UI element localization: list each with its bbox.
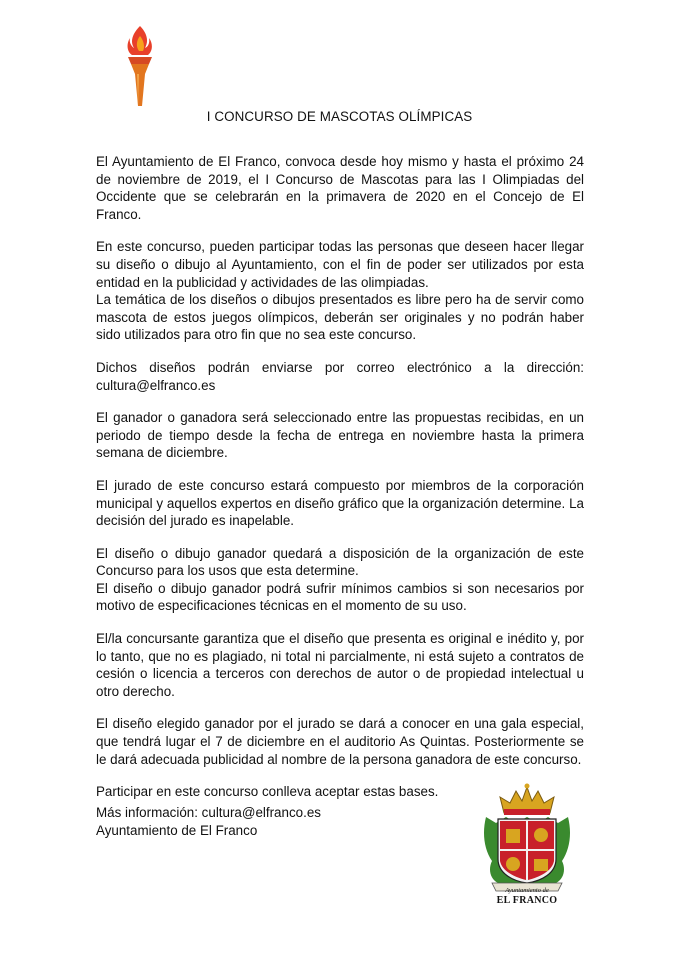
paragraph-gala: El diseño elegido ganador por el jurado se dará a conocer en una gala especial, que tendrá lugar el 7 de diciembre en el auditorio As Quintas. Posteriormente se le dará adecuada publicidad al nombre de la persona ganadora de este concurso. xyxy=(96,716,584,767)
paragraph-jury: El jurado de este concurso estará compuesto por miembros de la corporación municipal y aquellos expertos en diseño gráfico que la organización determine. La decisión del jurado es inapelable. xyxy=(96,477,584,529)
paragraph-selection: El ganador o ganadora será seleccionado entre las propuestas recibidas, en un periodo de tiempo desde la fecha de entrega en noviembre hasta la primera semana de diciembre. xyxy=(96,410,584,461)
document-title: I CONCURSO DE MASCOTAS OLÍMPICAS xyxy=(206,109,473,124)
crest-caption xyxy=(470,887,584,907)
crest-caption-name: EL FRANCO xyxy=(496,895,558,906)
paragraph-submission: Dichos diseños podrán enviarse por correo electrónico a la dirección: cultura@elfranco.es xyxy=(96,359,584,393)
contact-info xyxy=(96,804,321,840)
document-body xyxy=(96,153,584,816)
paragraph-theme: La temática de los diseños o dibujos presentados es libre pero ha de servir como mascota de estos juegos olímpicos, deberán ser originales y no podrán haber sido utilizados para otro fin que no sea este concurso. xyxy=(96,292,584,343)
paragraph-modifications: El diseño o dibujo ganador podrá sufrir mínimos cambios si son necesarios por motivo de especificaciones técnicas en el momento de su uso. xyxy=(96,580,584,614)
crest-caption-small: Ayuntamiento de xyxy=(505,887,549,894)
paragraph-announcement: El Ayuntamiento de El Franco, convoca desde hoy mismo y hasta el próximo 24 de noviembre de 2019, el I Concurso de Mascotas para las I Olimpiadas del Occidente que se celebrarán en la primavera de 2020 en el Concejo de El Franco. xyxy=(96,154,584,222)
paragraph-originality: El/la concursante garantiza que el diseño que presenta es original e inédito y, por lo tanto, que no es plagiado, ni total ni parcialmente, ni está sujeto a contratos de cesión o licencia a terceros con derechos de autor o de propiedad intelectual u otro derecho. xyxy=(96,631,584,699)
paragraph-acceptance: Participar en este concurso conlleva aceptar estas bases. xyxy=(96,784,439,800)
olympic-torch-icon xyxy=(118,24,162,108)
paragraph-winning-design: El diseño o dibujo ganador quedará a disposición de la organización de este Concurso para los usos que esta determine. xyxy=(96,545,584,579)
organization-line: Ayuntamiento de El Franco xyxy=(96,823,258,838)
more-info-line: Más información: cultura@elfranco.es xyxy=(96,805,321,820)
paragraph-participation: En este concurso, pueden participar todas las personas que deseen hacer llegar su diseño o dibujo al Ayuntamiento, con el fin de poder ser utilizados por esta entidad en la publicidad y actividades de las olimpiadas. xyxy=(96,239,584,290)
